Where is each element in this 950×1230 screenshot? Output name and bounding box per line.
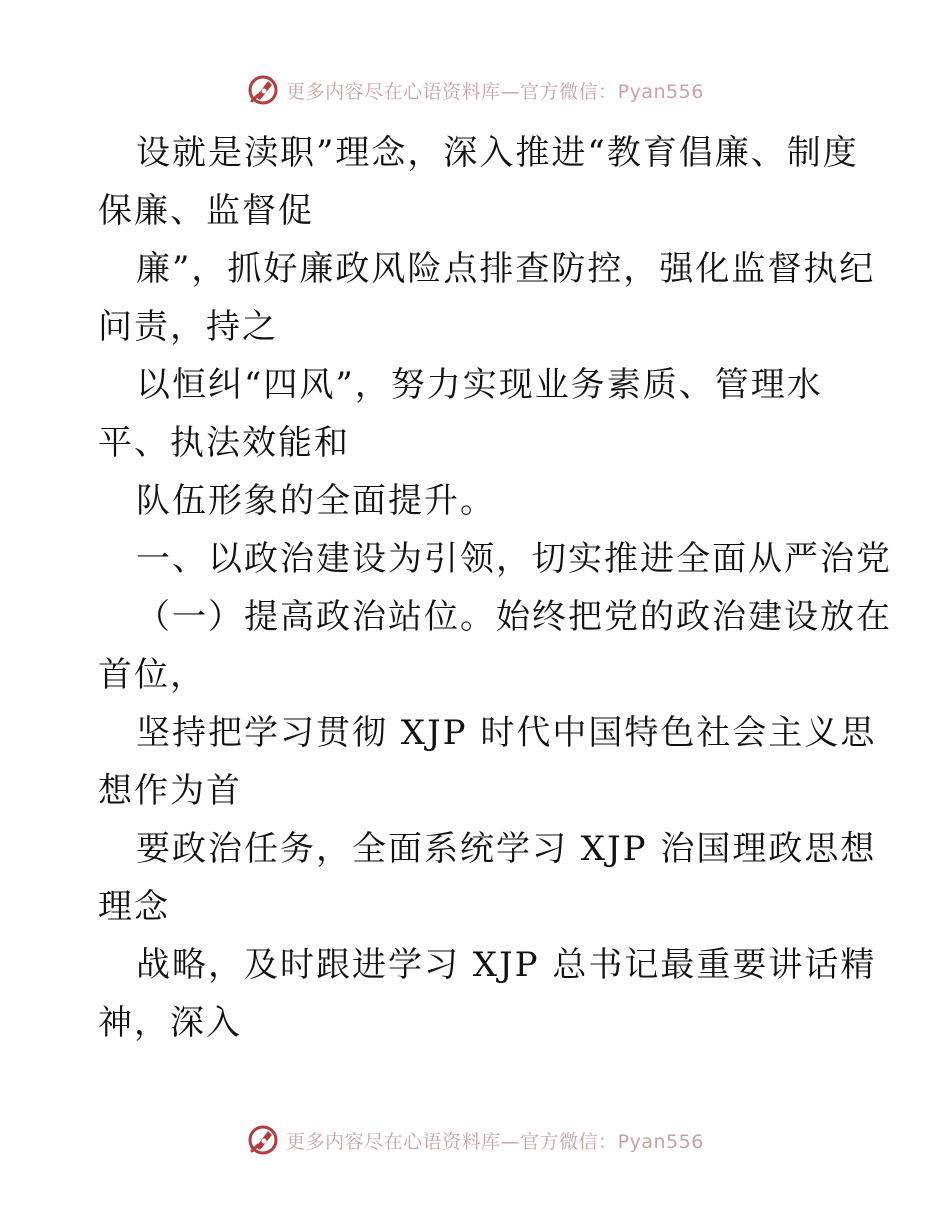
body-line: 问责，持之 xyxy=(98,307,278,347)
body-line: 平、执法效能和 xyxy=(98,423,350,463)
body-line: 设就是渎职”理念，深入推进“教育倡廉、制度 xyxy=(136,133,859,173)
body-line: 神，深入 xyxy=(98,1003,242,1043)
pen-nib-logo-icon xyxy=(246,73,280,107)
body-line: 以恒纠“四风”，努力实现业务素质、管理水 xyxy=(136,365,823,405)
footer-watermark-banner xyxy=(0,1120,950,1160)
body-line: 要政治任务，全面系统学习 XJP 治国理政思想 xyxy=(136,829,877,869)
body-line: 廉”，抓好廉政风险点排查防控，强化监督执纪 xyxy=(136,249,876,289)
header-watermark-banner xyxy=(0,70,950,110)
body-line: 保廉、监督促 xyxy=(98,191,314,231)
subsection-heading: （一）提高政治站位。始终把党的政治建设放在 xyxy=(136,597,892,637)
footer-banner-text: 更多内容尽在心语资料库—官方微信：Pyan556 xyxy=(286,1130,704,1153)
pen-nib-logo-icon xyxy=(246,1123,280,1157)
body-line: 理念 xyxy=(98,887,170,927)
body-line: 坚持把学习贯彻 XJP 时代中国特色社会主义思 xyxy=(136,713,877,753)
body-line: 队伍形象的全面提升。 xyxy=(136,481,496,521)
body-line: 战略，及时跟进学习 XJP 总书记最重要讲话精 xyxy=(136,945,877,985)
header-banner-text: 更多内容尽在心语资料库—官方微信：Pyan556 xyxy=(286,80,704,103)
body-line: 首位， xyxy=(98,655,206,695)
body-line: 想作为首 xyxy=(98,771,242,811)
section-heading: 一、以政治建设为引领，切实推进全面从严治党 xyxy=(136,539,892,579)
document-body xyxy=(98,124,892,1052)
